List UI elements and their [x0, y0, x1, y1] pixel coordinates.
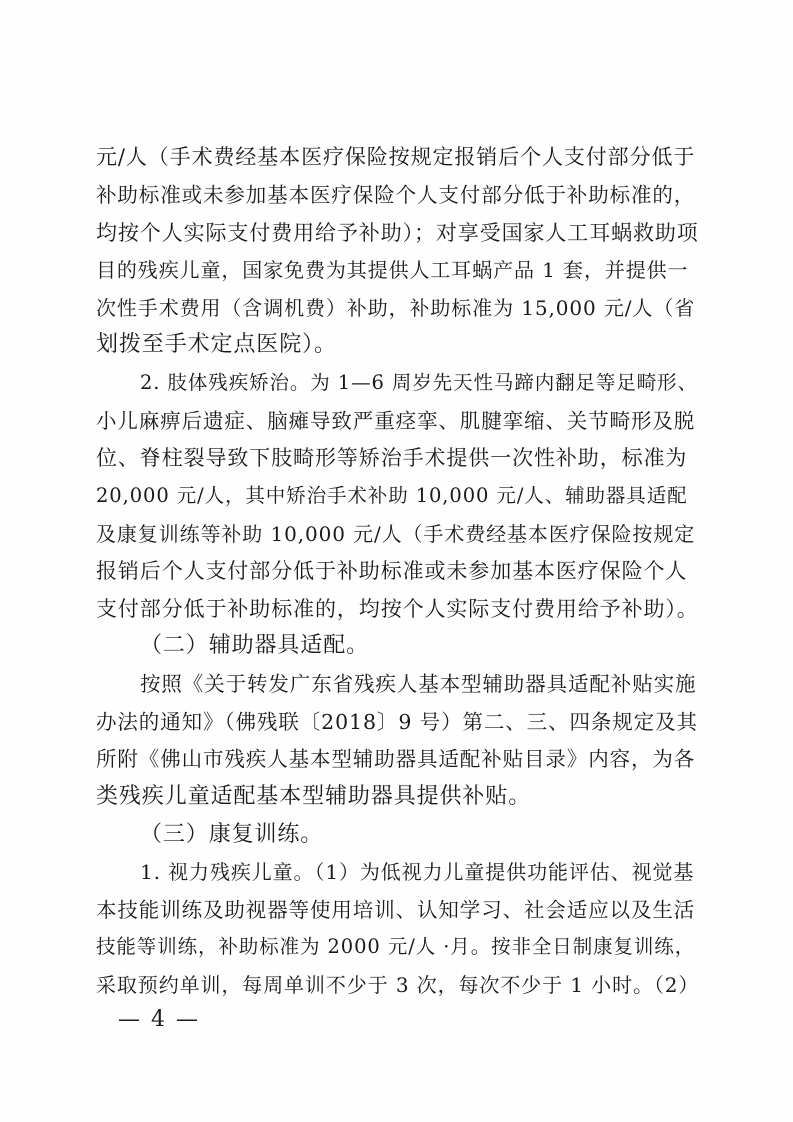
- text-line: 小儿麻痹后遗症、脑瘫导致严重痉挛、肌腱挛缩、关节畸形及脱: [96, 409, 696, 433]
- page-number: — 4 —: [118, 1007, 200, 1032]
- section-heading: （二）辅助器具适配。: [140, 633, 370, 658]
- section-heading: （三）康复训练。: [140, 822, 324, 847]
- text-line: 支付部分低于补助标准的，均按个人实际支付费用给予补助）。: [96, 597, 699, 621]
- text-line: 报销后个人支付部分低于补助标准或未参加基本医疗保险个人: [96, 559, 688, 583]
- text-line: 20,000 元/人，其中矫治手术补助 10,000 元/人、辅助器具适配: [96, 484, 688, 507]
- text-line: 所附《佛山市残疾人基本型辅助器具适配补贴目录》内容，为各: [96, 747, 696, 771]
- text-line: 补助标准或未参加基本医疗保险个人支付部分低于补助标准的，: [96, 183, 696, 207]
- text-line: 位、脊柱裂导致下肢畸形等矫治手术提供一次性补助，标准为: [96, 446, 688, 470]
- text-line: 类残疾儿童适配基本型辅助器具提供补贴。: [96, 784, 532, 809]
- text-line: 元/人（手术费经基本医疗保险按规定报销后个人支付部分低于: [96, 145, 696, 169]
- text-line: 次性手术费用（含调机费）补助，补助标准为 15,000 元/人（省: [96, 296, 696, 320]
- text-line: 划拨至手术定点医院）。: [96, 332, 337, 357]
- text-line: 办法的通知》（佛残联〔2018〕9 号）第二、三、四条规定及其: [96, 710, 698, 734]
- text-line: 目的残疾儿童，国家免费为其提供人工耳蜗产品 1 套，并提供一: [96, 258, 689, 282]
- text-line: 按照《关于转发广东省残疾人基本型辅助器具适配补贴实施: [140, 672, 697, 696]
- text-line: 均按个人实际支付费用给予补助）；对享受国家人工耳蜗救助项: [96, 221, 699, 245]
- text-line: 本技能训练及助视器等使用培训、认知学习、社会适应以及生活: [96, 898, 696, 922]
- text-line: 2. 肢体残疾矫治。为 1—6 周岁先天性马蹄内翻足等足畸形、: [140, 371, 698, 394]
- text-line: 1. 视力残疾儿童。（1）为低视力儿童提供功能评估、视觉基: [140, 860, 695, 884]
- text-line: 及康复训练等补助 10,000 元/人（手术费经基本医疗保险按规定: [96, 522, 696, 546]
- text-line: 采取预约单训，每周单训不少于 3 次，每次不少于 1 小时。（2）: [96, 973, 700, 997]
- text-line: 技能等训练，补助标准为 2000 元/人 ·月。按非全日制康复训练，: [96, 935, 696, 958]
